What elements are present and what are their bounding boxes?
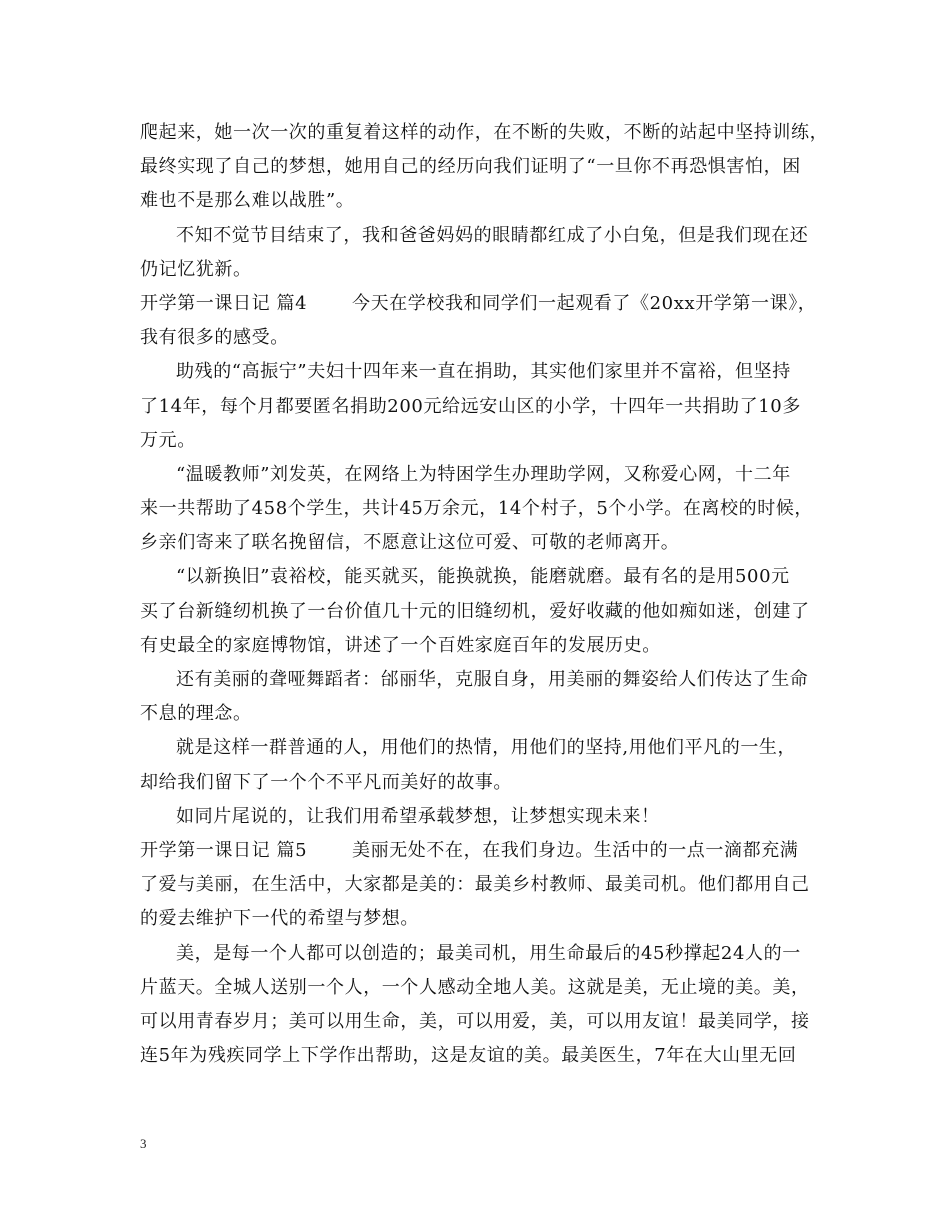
text-line: 仍记忆犹新。 (140, 258, 252, 280)
text-line: 乡亲们寄来了联名挽留信，不愿意让这位可爱、可敬的老师离开。 (140, 532, 680, 554)
paragraph-start-line: “以新换旧”袁裕校，能买就买，能换就换，能磨就磨。最有名的是用500元 (176, 566, 790, 588)
paragraph-start-line: 还有美丽的聋哑舞蹈者：邰丽华，克服自身，用美丽的舞姿给人们传达了生命 (176, 669, 809, 690)
paragraph-start-line: 美，是每一个人都可以创造的；最美司机，用生命最后的45秒撑起24人的一 (176, 942, 801, 964)
paragraph-start-line: 助残的“高振宁”夫妇十四年来一直在捐助，其实他们家里并不富裕，但坚持 (176, 361, 791, 383)
page-number: 3 (140, 1136, 147, 1151)
text-line: 了爱与美丽，在生活中，大家都是美的：最美乡村教师、最美司机。他们都用自己 (140, 874, 810, 896)
text-line: 有史最全的家庭博物馆，讲述了一个百姓家庭百年的发展历史。 (140, 634, 661, 656)
text-line: 的爱去维护下一代的希望与梦想。 (140, 908, 419, 930)
text-line: 却给我们留下了一个个不平凡而美好的故事。 (140, 771, 512, 793)
text-line: 片蓝天。全城人送别一个人，一个人感动全地人美。这就是美，无止境的美。美， (140, 976, 810, 998)
text-line: 难也不是那么难以战胜”。 (140, 190, 355, 212)
paragraph-start-line: 就是这样一群普通的人，用他们的热情，用他们的坚持,用他们平凡的一生， (176, 737, 797, 759)
paragraph-start-line: 如同片尾说的，让我们用希望承载梦想，让梦想实现未来！ (176, 805, 660, 827)
text-line: 可以用青春岁月；美可以用生命，美，可以用爱，美，可以用友谊！最美同学，接 (140, 1010, 810, 1032)
text-line: 我有很多的感受。 (140, 327, 289, 349)
text-line: 万元。 (140, 429, 196, 451)
text-line: 爬起来，她一次一次的重复着这样的动作，在不断的失败，不断的站起中坚持训练， (140, 122, 829, 143)
document-body (140, 116, 829, 1073)
text-line: 买了台新缝纫机换了一台价值几十元的旧缝纫机，爱好收藏的他如痴如迷，创建了 (140, 600, 810, 622)
paragraph-start-line: “温暖教师”刘发英，在网络上为特困学生办理助学网，又称爱心网，十二年 (176, 463, 791, 485)
text-line: 连5年为残疾同学上下学作出帮助，这是友谊的美。最美医生，7年在大山里无回 (140, 1045, 797, 1067)
section-opening-text: 今天在学校我和同学们一起观看了《20xx开学第一课》， (352, 292, 817, 314)
section-heading-line-4 (140, 287, 820, 321)
text-line: 不息的理念。 (140, 703, 252, 725)
section-heading-line-5 (140, 834, 820, 868)
section-opening-text: 美丽无处不在，在我们身边。生活中的一点一滴都充满 (352, 839, 799, 861)
text-line: 来一共帮助了458个学生，共计45万余元，14个村子，5个小学。在离校的时候， (140, 498, 814, 520)
section-heading-5: 开学第一课日记 篇5 (140, 839, 308, 861)
paragraph-start-line: 不知不觉节目结束了，我和爸爸妈妈的眼睛都红成了小白兔，但是我们现在还 (176, 224, 809, 246)
section-heading-4: 开学第一课日记 篇4 (140, 292, 308, 314)
text-line: 最终实现了自己的梦想，她用自己的经历向我们证明了“一旦你不再恐惧害怕，困 (140, 156, 801, 178)
text-line: 了14年，每个月都要匿名捐助200元给远安山区的小学，十四年一共捐助了10多 (140, 395, 801, 417)
